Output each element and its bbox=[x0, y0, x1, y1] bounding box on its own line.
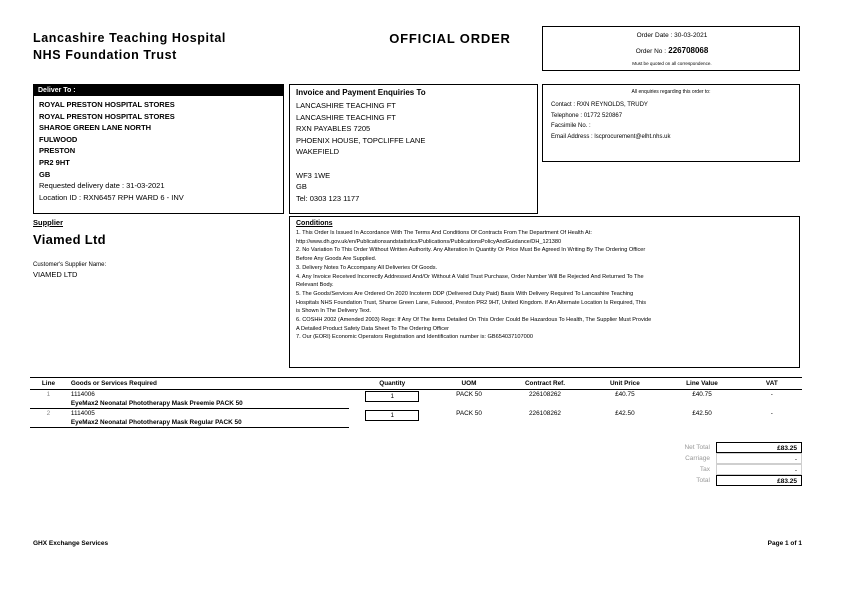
invoice-enquiries-box bbox=[289, 84, 538, 214]
tax-value: - bbox=[716, 464, 802, 475]
condition-line: 3. Delivery Notes To Accompany All Deliveries Of Goods. bbox=[296, 264, 438, 271]
conditions-title: Conditions bbox=[296, 220, 333, 227]
enquiries-telephone-label: Telephone : bbox=[551, 112, 583, 119]
carriage-value: - bbox=[716, 453, 802, 464]
row-vat: - bbox=[770, 391, 773, 398]
net-total-row bbox=[612, 442, 802, 453]
deliver-to-address bbox=[34, 96, 283, 206]
row-item-description: EyeMax2 Neonatal Phototherapy Mask Preemie PACK 50 bbox=[67, 399, 349, 409]
customers-supplier-name-label: Customer's Supplier Name: bbox=[33, 262, 107, 268]
row-unit-price: £40.75 bbox=[615, 391, 635, 398]
condition-line: 6. COSHH 2002 (Amended 2003) Regs: If Any Of The Items Detailed On This Order Could Be Hazardous To Health, The Supplier Must Provide bbox=[296, 317, 652, 324]
deliver-to-box bbox=[33, 84, 284, 214]
condition-line: A Detailed Product Safety Data Sheet To The Ordering Officer bbox=[296, 325, 449, 332]
deliver-to-line: ROYAL PRESTON HOSPITAL STORES bbox=[39, 111, 175, 121]
net-total-label: Net Total bbox=[684, 444, 710, 451]
requested-delivery-date: Requested delivery date : 31-03-2021 bbox=[39, 181, 165, 191]
carriage-label: Carriage bbox=[685, 455, 710, 462]
conditions-list bbox=[296, 229, 793, 342]
enquiries-contact-value: RXN REYNOLDS, TRUDY bbox=[576, 102, 648, 108]
table-row bbox=[30, 409, 802, 419]
order-number-value: 226708068 bbox=[668, 46, 709, 55]
enquiries-email-label: Email Address : bbox=[551, 133, 593, 140]
total-row bbox=[612, 475, 802, 486]
condition-line: 4. Any Invoice Received Incorrectly Addressed And/Or Without A Valid Trust Purchase, Order Number Will Be Rejected And Returned To The bbox=[296, 273, 644, 280]
condition-line: Before Any Goods Are Supplied. bbox=[296, 256, 377, 263]
row-line-value: £40.75 bbox=[692, 391, 712, 398]
row-item-code: 1114006 bbox=[70, 391, 95, 398]
row-contract-ref: 226108262 bbox=[529, 409, 561, 417]
footer-page-number: Page 1 of 1 bbox=[767, 540, 802, 547]
enquiries-contact bbox=[551, 100, 791, 111]
deliver-to-line: ROYAL PRESTON HOSPITAL STORES bbox=[39, 100, 175, 109]
deliver-to-line: FULWOOD bbox=[39, 134, 78, 144]
condition-line: 7. Our (EORI) Economic Operators Registration and Identification number is: GB654037107000 bbox=[296, 334, 533, 341]
invoice-telephone: Tel: 0303 123 1177 bbox=[296, 193, 360, 203]
invoice-address-line bbox=[296, 158, 531, 170]
enquiries-contact-label: Contact : bbox=[551, 102, 576, 108]
row-quantity-cell bbox=[349, 409, 435, 428]
deliver-to-heading: Deliver To : bbox=[34, 85, 283, 96]
row-line-value: £42.50 bbox=[692, 409, 712, 417]
column-header-line: Line bbox=[30, 378, 67, 390]
order-date-label: Order Date : bbox=[636, 32, 673, 39]
enquiries-facsimile-label: Facsimile No. : bbox=[551, 123, 591, 129]
column-header-quantity: Quantity bbox=[349, 378, 435, 390]
order-enquiries-details bbox=[551, 100, 791, 142]
condition-line: is Shown In The Delivery Text. bbox=[296, 308, 372, 315]
condition-line: 2. No Variation To This Order Without Written Authority. Any Alteration In Quantity Or Price Must Be Agreed In Writing By The Ordering Officer bbox=[296, 247, 646, 254]
enquiries-facsimile bbox=[551, 121, 791, 132]
column-header-unit-price: Unit Price bbox=[587, 378, 662, 390]
row-item-code: 1114005 bbox=[70, 410, 95, 417]
row-uom: PACK 50 bbox=[456, 391, 482, 398]
deliver-to-line: PRESTON bbox=[39, 146, 76, 156]
table-header-row bbox=[30, 378, 802, 390]
deliver-to-line: GB bbox=[39, 169, 51, 179]
row-unit-price: £42.50 bbox=[615, 409, 635, 417]
row-quantity: 1 bbox=[365, 410, 419, 421]
row-vat: - bbox=[770, 409, 773, 417]
row-line-number: 2 bbox=[46, 410, 51, 417]
invoice-address-line: WF3 1WE bbox=[296, 170, 331, 180]
column-header-contract-ref: Contract Ref. bbox=[503, 378, 588, 390]
enquiries-telephone-value: 01772 520867 bbox=[583, 112, 623, 119]
organisation-title bbox=[33, 30, 293, 64]
document-title: OFFICIAL ORDER bbox=[389, 31, 511, 46]
deliver-to-line: PR2 9HT bbox=[39, 157, 70, 167]
enquiries-telephone bbox=[551, 111, 791, 122]
enquiries-email bbox=[551, 132, 791, 143]
row-line-number-spacer bbox=[30, 399, 67, 409]
deliver-to-line: SHAROE GREEN LANE NORTH bbox=[39, 123, 152, 133]
invoice-address-line: LANCASHIRE TEACHING FT bbox=[296, 101, 396, 110]
order-enquiries-box bbox=[542, 84, 800, 162]
order-enquiries-title: All enquiries regarding this order to: bbox=[631, 89, 711, 95]
condition-line: http://www.dh.gov.uk/en/Publicationsandstatistics/Publications/PublicationsPolicyAndGuidance/DH_121380 bbox=[296, 238, 562, 245]
invoice-address-line: LANCASHIRE TEACHING FT bbox=[296, 112, 396, 122]
order-date bbox=[543, 32, 801, 39]
net-total-value: £83.25 bbox=[716, 442, 802, 453]
tax-label: Tax bbox=[699, 466, 710, 473]
total-label: Total bbox=[696, 477, 710, 484]
organisation-title-line1: Lancashire Teaching Hospital bbox=[33, 31, 227, 45]
row-line-number: 1 bbox=[46, 391, 51, 398]
invoice-enquiries-heading: Invoice and Payment Enquiries To bbox=[296, 88, 426, 97]
supplier-name: Viamed Ltd bbox=[33, 232, 106, 247]
conditions-box bbox=[289, 216, 800, 368]
column-header-vat: VAT bbox=[742, 378, 802, 390]
supplier-label: Supplier bbox=[33, 218, 64, 227]
column-header-line-value: Line Value bbox=[662, 378, 741, 390]
invoice-address-line: RXN PAYABLES 7205 bbox=[296, 124, 371, 134]
order-number bbox=[543, 46, 801, 55]
carriage-row bbox=[612, 453, 802, 464]
column-header-uom: UOM bbox=[435, 378, 502, 390]
customers-supplier-name-value: VIAMED LTD bbox=[33, 270, 78, 279]
organisation-title-line2: NHS Foundation Trust bbox=[33, 48, 177, 62]
tax-row bbox=[612, 464, 802, 475]
condition-line: 5. The Goods/Services Are Ordered On 2020 Incoterm DDP (Delivered Duty Paid) Basis With Delivery Required To Lancashire Teaching bbox=[296, 290, 634, 297]
footer-service-name: GHX Exchange Services bbox=[33, 540, 109, 547]
row-uom: PACK 50 bbox=[456, 409, 482, 417]
condition-line: 1. This Order Is Issued In Accordance With The Terms And Conditions Of Contracts From The Department Of Health At: bbox=[296, 230, 592, 236]
row-item-description: EyeMax2 Neonatal Phototherapy Mask Regular PACK 50 bbox=[67, 418, 349, 428]
order-items-table bbox=[30, 377, 802, 428]
row-contract-ref: 226108262 bbox=[529, 391, 561, 398]
enquiries-email-value: lscprocurement@elht.nhs.uk bbox=[594, 133, 671, 140]
column-header-goods: Goods or Services Required bbox=[67, 378, 349, 390]
row-quantity-cell bbox=[349, 390, 435, 409]
order-number-label: Order No : bbox=[635, 48, 667, 55]
invoice-address-line: WAKEFIELD bbox=[296, 147, 340, 157]
order-reference-box bbox=[542, 26, 800, 71]
invoice-address-line: GB bbox=[296, 182, 307, 192]
condition-line: Relevant Body. bbox=[296, 282, 334, 289]
invoice-address bbox=[296, 100, 531, 204]
row-line-number-spacer bbox=[30, 418, 67, 428]
totals-block bbox=[612, 442, 802, 486]
delivery-location-id: Location ID : RXN6457 RPH WARD 6 - INV bbox=[39, 192, 184, 202]
order-note: Must be quoted on all correspondence. bbox=[632, 61, 712, 66]
total-value: £83.25 bbox=[716, 475, 802, 486]
table-row bbox=[30, 390, 802, 400]
condition-line: Hospitals NHS Foundation Trust, Sharoe Green Lane, Fulwood, Preston PR2 9HT, United Kingdom. If An Alternate Location Is Required, This bbox=[296, 299, 647, 306]
invoice-address-line: PHOENIX HOUSE, TOPCLIFFE LANE bbox=[296, 135, 426, 145]
order-date-value: 30-03-2021 bbox=[674, 32, 708, 39]
row-quantity: 1 bbox=[365, 391, 419, 402]
